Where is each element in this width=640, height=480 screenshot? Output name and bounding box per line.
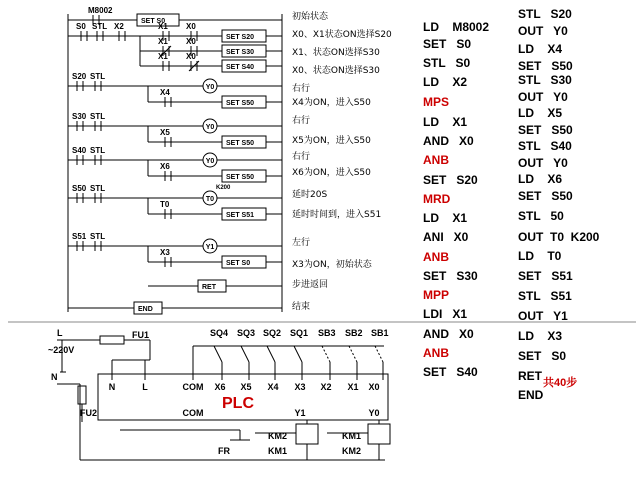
contact-x0-b-label: X0 <box>186 37 196 46</box>
instruction-line: AND X0 <box>423 134 474 148</box>
power-l-label: L <box>57 328 63 338</box>
contact-s51-stl-label: S51 <box>72 232 87 241</box>
terminal-label: X4 <box>267 382 279 392</box>
instruction-line: LD X1 <box>423 115 468 129</box>
ladder-comment: X3为ON，初始状态 <box>292 260 372 270</box>
contact-x1-c-label: X1 <box>158 52 168 61</box>
ladder-comment: X6为ON，进入S50 <box>292 168 371 178</box>
fuse-fu2 <box>78 386 86 404</box>
terminal-label: X3 <box>294 382 306 392</box>
coil-y1-text: Y1 <box>205 244 215 251</box>
box-set-s20-text: SET S20 <box>226 34 255 41</box>
instruction-line: LD M8002 <box>423 20 490 34</box>
terminal-label: X0 <box>368 382 380 392</box>
box-set-s0-top-text: SET S0 <box>141 18 166 25</box>
instruction-line: SET S50 <box>518 189 573 203</box>
instruction-line: MRD <box>423 192 451 206</box>
plc-label: PLC <box>222 395 254 412</box>
ladder-comment: 延时20S <box>292 190 328 200</box>
box-set-s50-c-text: SET S50 <box>226 174 255 181</box>
contact-s20-stl-label: S20 <box>72 72 87 81</box>
instruction-line: RET <box>518 369 542 383</box>
contact-t0-label: T0 <box>160 200 170 209</box>
instruction-line: STL S40 <box>518 139 572 153</box>
instruction-line: LD X5 <box>518 106 563 120</box>
box-ret-text: RET <box>202 284 216 291</box>
switch-label: SB1 <box>371 328 389 338</box>
box-set-s40-text: SET S40 <box>226 64 255 71</box>
ladder-comment: 结束 <box>292 302 311 312</box>
instruction-line: STL S0 <box>423 56 471 70</box>
contact-stl-s20-label: STL <box>90 72 106 81</box>
terminal-label: X2 <box>320 382 332 392</box>
ladder-comment: 右行 <box>292 84 311 94</box>
power-n-label: N <box>51 372 58 382</box>
instruction-line: LD X6 <box>518 172 563 186</box>
ladder-comment: X4为ON，进入S50 <box>292 98 371 108</box>
ladder-comment: 右行 <box>292 152 311 162</box>
instruction-line: OUT Y0 <box>518 24 568 38</box>
timer-preset: K200 <box>216 185 231 191</box>
contact-x2-label: X2 <box>114 22 124 31</box>
ladder-comment: 初始状态 <box>292 12 329 22</box>
ladder-comment: 延时时间到，进入S51 <box>292 210 382 220</box>
instruction-total: 共40步 <box>543 377 578 389</box>
contact-stl-s51-label: STL <box>90 232 106 241</box>
fuse-fu1-label: FU1 <box>132 330 150 340</box>
box-set-s51-text: SET S51 <box>226 212 255 219</box>
instruction-line: SET S0 <box>423 37 472 51</box>
instruction-line: ANI X0 <box>423 230 469 244</box>
switch-label: SB3 <box>318 328 336 338</box>
instruction-line: ANB <box>423 346 449 360</box>
instruction-line: LD T0 <box>518 249 562 263</box>
box-set-s30-text: SET S30 <box>226 49 255 56</box>
contact-s40-stl-label: S40 <box>72 146 87 155</box>
terminal-label: COM <box>182 382 204 392</box>
ladder-comment: 左行 <box>292 238 311 248</box>
instruction-line: SET S50 <box>518 123 573 137</box>
instruction-line: LDI X1 <box>423 307 468 321</box>
contact-x6-label: X6 <box>160 162 170 171</box>
switch-symbol <box>294 346 302 362</box>
instruction-line: SET S20 <box>423 173 478 187</box>
switch-symbol <box>241 346 249 362</box>
contact-s30-stl-label: S30 <box>72 112 87 121</box>
instruction-line: OUT Y0 <box>518 90 568 104</box>
instruction-line: ANB <box>423 250 449 264</box>
output-y0-label: Y0 <box>368 408 380 418</box>
box-set-s0-bottom-text: SET S0 <box>226 260 251 267</box>
instruction-line: SET S50 <box>518 59 573 73</box>
contact-x3-label: X3 <box>160 248 170 257</box>
switch-symbol <box>375 346 383 362</box>
ladder-comment: X1、状态ON选择S30 <box>292 48 380 58</box>
contact-stl-s40-label: STL <box>90 146 106 155</box>
contact-stl-s0-label: STL <box>92 22 108 31</box>
fr-label: FR <box>218 446 230 456</box>
output-y1-label: Y1 <box>294 408 306 418</box>
contact-x0-c-label: X0 <box>186 52 196 61</box>
instruction-line: SET S40 <box>423 365 478 379</box>
instruction-line: MPS <box>423 95 450 109</box>
terminal-label: X6 <box>214 382 226 392</box>
km-label: KM2 <box>342 446 362 456</box>
contact-stl-s30-label: STL <box>90 112 106 121</box>
ladder-comment: X5为ON，进入S50 <box>292 136 371 146</box>
contact-m8002-label: M8002 <box>88 6 113 15</box>
switch-label: SB2 <box>345 328 363 338</box>
switch-label: SQ1 <box>290 328 309 338</box>
instruction-line: STL S51 <box>518 289 572 303</box>
instruction-line: OUT T0 K200 <box>518 230 600 244</box>
instruction-line: AND X0 <box>423 327 474 341</box>
coil-km-y1 <box>296 424 318 444</box>
terminal-label: N <box>108 382 116 392</box>
coil-y0-b-text: Y0 <box>205 124 215 131</box>
switch-symbol <box>214 346 222 362</box>
terminal-label: X1 <box>347 382 359 392</box>
switch-label: SQ2 <box>263 328 282 338</box>
ladder-comment: 步进返回 <box>292 280 329 290</box>
instruction-line: OUT Y1 <box>518 309 568 323</box>
fuse-fu2-label: FU2 <box>80 408 98 418</box>
km-label: KM1 <box>342 431 362 441</box>
instruction-line: ANB <box>423 153 449 167</box>
terminal-label: X5 <box>240 382 252 392</box>
contact-x5-label: X5 <box>160 128 170 137</box>
voltage-label: ~220V <box>48 345 75 355</box>
contact-s50-stl-label: S50 <box>72 184 87 193</box>
switch-label: SQ3 <box>237 328 256 338</box>
instruction-line: LD X3 <box>518 329 563 343</box>
contact-stl-s50-label: STL <box>90 184 106 193</box>
fuse-fu1 <box>100 336 124 344</box>
coil-km-y0 <box>368 424 390 444</box>
contact-s0-label: S0 <box>76 22 86 31</box>
instruction-line: SET S0 <box>518 349 567 363</box>
instruction-line: SET S30 <box>423 269 478 283</box>
ladder-comment: X0、X1状态ON选择S20 <box>292 30 392 40</box>
ladder-comment: 右行 <box>292 116 311 126</box>
box-set-s50-b-text: SET S50 <box>226 140 255 147</box>
instruction-line: SET S51 <box>518 269 573 283</box>
instruction-line: OUT Y0 <box>518 156 568 170</box>
box-set-s50-a-text: SET S50 <box>226 100 255 107</box>
instruction-line: MPP <box>423 288 450 302</box>
instruction-line: LD X1 <box>423 211 468 225</box>
contact-x1-b-label: X1 <box>158 37 168 46</box>
instruction-line: END <box>518 388 544 402</box>
instruction-line: LD X2 <box>423 75 468 89</box>
instruction-line: STL S20 <box>518 7 572 21</box>
terminal-label: L <box>142 382 148 392</box>
coil-y0-a-text: Y0 <box>205 84 215 91</box>
contact-x1-a-label: X1 <box>158 22 168 31</box>
switch-label: SQ4 <box>210 328 229 338</box>
switch-symbol <box>267 346 275 362</box>
instruction-line: LD X4 <box>518 42 563 56</box>
km-label: KM2 <box>268 431 288 441</box>
terminal-com-bottom: COM <box>182 408 204 418</box>
ladder-comment: X0、状态ON选择S30 <box>292 66 380 76</box>
box-end-text: END <box>138 306 153 313</box>
coil-y0-c-text: Y0 <box>205 158 215 165</box>
contact-x4-label: X4 <box>160 88 170 97</box>
switch-symbol <box>349 346 357 362</box>
switch-symbol <box>322 346 330 362</box>
km-label: KM1 <box>268 446 288 456</box>
instruction-line: STL 50 <box>518 209 564 223</box>
coil-t0-text: T0 <box>205 196 215 203</box>
instruction-line: STL S30 <box>518 73 572 87</box>
contact-x0-a-label: X0 <box>186 22 196 31</box>
